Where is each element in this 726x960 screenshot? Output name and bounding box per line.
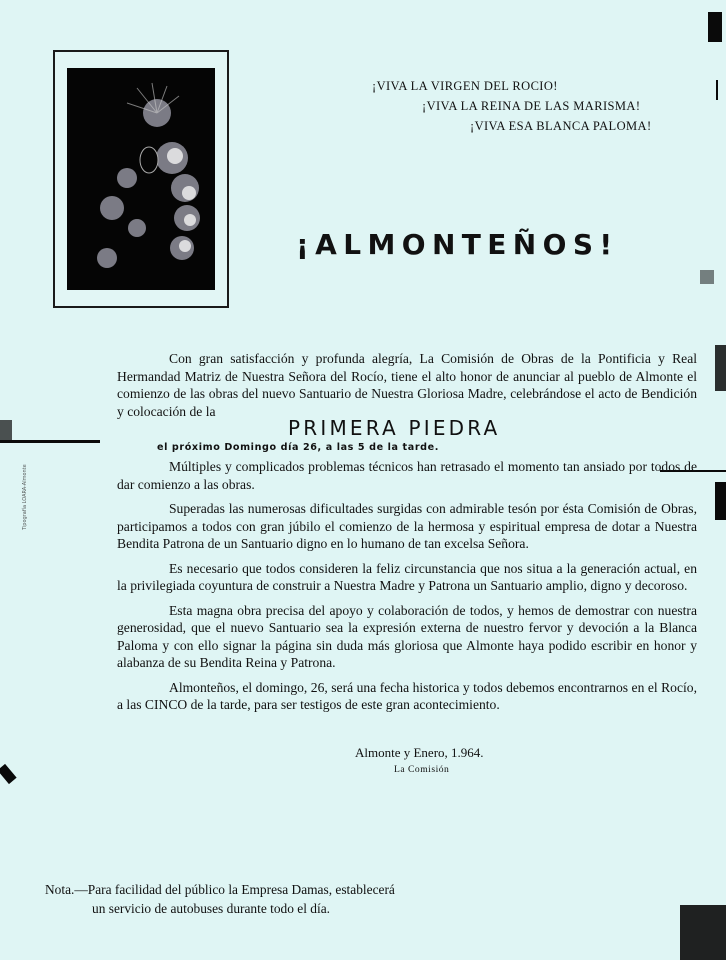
- body-paragraph: Superadas las numerosas dificultades surgidas con admirable tesón por ésta Comisión de Obras, participamos a todos con gran júbilo el comienzo de la hermosa y espiritual empresa de dotar a Nuestra Bendita Patrona de un Santuario digno en lo humano de tan excelsa Señora.: [117, 501, 697, 551]
- viva-line: ¡VIVA LA VIRGEN DEL ROCIO!: [372, 79, 558, 93]
- footnote-line: Nota.—Para facilidad del público la Empresa Damas, establecerá: [45, 882, 395, 897]
- headline: PRIMERA PIEDRA: [288, 416, 501, 440]
- scan-smudge: [715, 345, 726, 391]
- printer-imprint: Tipografía LOARA-Almonte: [22, 464, 28, 530]
- scan-smudge: [680, 905, 726, 960]
- portrait-frame: [53, 50, 229, 308]
- scan-smudge: [0, 440, 100, 443]
- scan-smudge: [708, 12, 722, 42]
- signature-place-date: Almonte y Enero, 1.964.: [355, 745, 484, 760]
- virgin-portrait-image: [67, 68, 215, 290]
- footnote-line: un servicio de autobuses durante todo el día.: [92, 901, 330, 916]
- event-date: el próximo Domingo día 26, a las 5 de la tarde.: [157, 442, 439, 453]
- body-paragraph: Esta magna obra precisa del apoyo y colaboración de todos, y hemos de demostrar con nuestra generosidad, que el nuevo Santuario sea la expresión externa de nuestro fervor y devoción a la Blanca Paloma y con ello signar la página sin duda más gloriosa que Almonte haya podido escribir en honor y alabanza de su Bendita Reina y Patrona.: [117, 602, 697, 670]
- scan-smudge: [0, 420, 12, 440]
- body-section: [117, 458, 697, 721]
- body-paragraph: Múltiples y complicados problemas técnicos han retrasado el momento tan ansiado por todos de dar comienzo a las obras.: [117, 459, 697, 492]
- scan-smudge: [716, 80, 718, 100]
- body-paragraph: Almonteños, el domingo, 26, será una fecha historica y todos debemos encontrarnos en el Rocío, a las CINCO de la tarde, para ser testigos de este gran acontecimiento.: [117, 679, 697, 712]
- viva-line: ¡VIVA ESA BLANCA PALOMA!: [470, 119, 652, 133]
- body-paragraph: Es necesario que todos consideren la feliz circunstancia que nos situa a la generación actual, en la privilegiada coyuntura de construir a Nuestra Madre y Patrona un Santuario amplio, digno y decoroso.: [117, 560, 697, 593]
- scan-smudge: [700, 270, 714, 284]
- viva-line: ¡VIVA LA REINA DE LAS MARISMA!: [422, 99, 641, 113]
- scan-smudge: [715, 482, 726, 520]
- vivas-block: [372, 76, 652, 136]
- scan-smudge: [0, 764, 17, 784]
- footnote: [45, 880, 395, 918]
- intro-paragraph: Con gran satisfacción y profunda alegría, La Comisión de Obras de la Pontificia y Real Hermandad Matriz de Nuestra Señora del Rocío, tiene el alto honor de anunciar al pueblo de Almonte el comienzo de las obras del nuevo Santuario de Nuestra Gloriosa Madre, celebrándose el acto de Bendición y colocación de la: [117, 351, 697, 419]
- page-title: ¡ALMONTEÑOS!: [296, 228, 619, 261]
- signature-author: La Comisión: [394, 764, 450, 775]
